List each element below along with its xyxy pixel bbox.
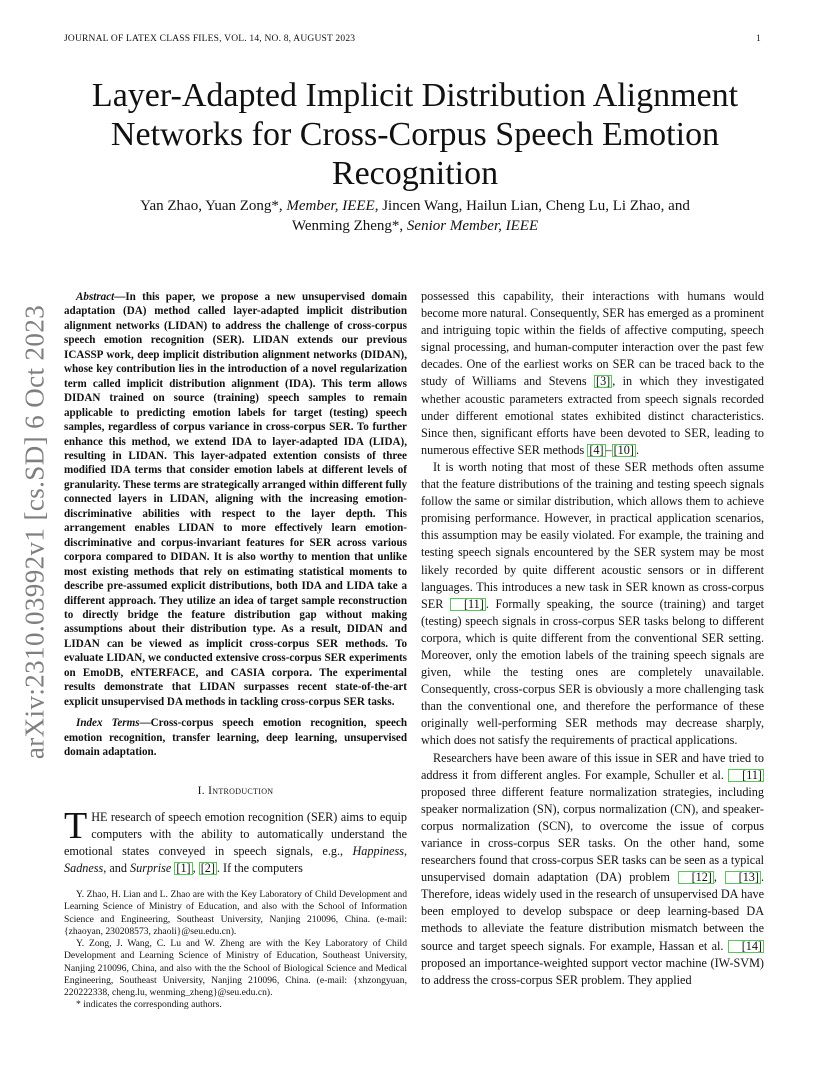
running-header: JOURNAL OF LATEX CLASS FILES, VOL. 14, NO. 8, AUGUST 2023 xyxy=(64,34,356,44)
paper-title: Layer-Adapted Implicit Distribution Alignment Networks for Cross-Corpus Speech Emotion Recognition xyxy=(91,77,739,192)
citation-link[interactable]: [4] xyxy=(589,442,604,457)
index-terms-text: —Cross-corpus speech emotion recognition, speech emotion recognition, transfer learning, deep learning, unsupervised domain adaptation. xyxy=(64,717,407,759)
authors-line2-a: Wenming Zheng*, xyxy=(291,218,407,234)
p2-text-a: It is worth noting that most of these SER methods often assume that the feature distributions of the training and testing speech signals follow the same or similar distribution, which allows them to achieve promising performance. However, in practical application scenarios, this assumption may be easily violated. For example, the training and testing speech signals encountered by the SER system may be most likely recorded by quite different acoustic sensors or in different languages. This introduces a new task in SER known as cross-corpus SER xyxy=(421,459,764,611)
section-number: I. xyxy=(197,784,205,797)
right-column xyxy=(421,288,764,989)
authors-line1-role: Member, IEEE xyxy=(286,198,375,214)
citation-link[interactable]: [2] xyxy=(200,861,215,876)
authors-line1-b: , Jincen Wang, Hailun Lian, Cheng Lu, Li Zhao, and xyxy=(374,198,690,214)
footnote-affiliation-1: Y. Zhao, H. Lian and L. Zhao are with the Key Laboratory of Child Development and Learning Science of Ministry of Education, and also with the School of Information Science and Engineering, Southeast University, Nanjing 210096, China. (e-mail: {zhaoyan, 230208573, zhaoli}@seu.edu.cn). xyxy=(64,889,407,937)
drop-cap: T xyxy=(64,804,88,847)
author-list xyxy=(70,196,760,236)
emotion-sadness: Sadness xyxy=(64,861,104,876)
p3-text-a: Researchers have been aware of this issue in SER and have tried to address it from different angles. For example, Schuller et al. xyxy=(421,750,764,782)
p3-text-d: proposed an importance-weighted support vector machine (IW-SVM) to address the cross-corpus SER problem. They applied xyxy=(421,955,764,987)
intro-sep1: , xyxy=(403,844,407,859)
emotion-happiness: Happiness xyxy=(352,844,404,859)
authors-line1-a: Yan Zhao, Yuan Zong*, xyxy=(140,198,287,214)
section-heading xyxy=(64,784,407,799)
footnotes xyxy=(64,889,407,1011)
authors-line2-role: Senior Member, IEEE xyxy=(406,218,539,234)
arxiv-stamp-text: arXiv:2310.03992v1 [cs.SD] 6 Oct 2023 xyxy=(19,304,50,760)
intro-paragraph xyxy=(64,804,407,877)
body-paragraph-2 xyxy=(421,459,764,750)
intro-text-a: research of speech emotion recognition (SER) aims to equip computers with the ability to automatically understand the emotional states conveyed in speech signals, e.g., xyxy=(64,809,407,859)
p1-text-a: possessed this capability, their interactions with humans would become more natural. Consequently, SER has emerged as a prominent and intriguing topic within the fields of affective computing, speech signal processing, and human-computer interaction over the past few decades. One of the earliest works on SER can be traced back to the study of Williams and Stevens xyxy=(421,289,764,389)
body-paragraph-1 xyxy=(421,288,764,459)
footnote-corresponding: * indicates the corresponding authors. xyxy=(76,999,222,1011)
abstract-label: Abstract xyxy=(76,291,115,303)
p3-sep: , xyxy=(713,870,725,885)
p3-text-c: . Therefore, ideas widely used in the research of unsupervised DA have been employed to develop subspace or deep learning-based DA methods to alleviate the feature distribution mismatch between the source and target speech signals. For example, Hassan et al. xyxy=(421,870,764,953)
citation-link[interactable]: [11] xyxy=(728,769,764,782)
p1-text-b: , in which they investigated whether acoustic parameters extracted from speech signals recorded under different emotional states exhibited distinct characteristics. Since then, significant efforts have been devoted to SER, leading to numerous effective SER methods xyxy=(421,374,764,457)
body-paragraph-3 xyxy=(421,750,764,989)
citation-link[interactable]: [1] xyxy=(176,861,191,876)
abstract xyxy=(64,290,407,709)
citation-link[interactable]: [14] xyxy=(728,940,764,953)
index-terms-label: Index Terms xyxy=(76,717,140,730)
intro-caps: HE xyxy=(91,809,108,824)
footnote-affiliation-2: Y. Zong, J. Wang, C. Lu and W. Zheng are with the Key Laboratory of Child Development and Learning Science of Ministry of Education, Southeast University, Nanjing 210096, China, and also with the the School of Biological Science and Medical Engineering, Southeast University, Nanjing 210096, China. (e-mail: {xhzongyuan, 220222338, cheng.lu, wenming_zheng}@seu.edu.cn). xyxy=(64,938,407,998)
p1-end: . xyxy=(635,442,639,457)
citation-link[interactable]: [12] xyxy=(678,871,714,884)
page-number: 1 xyxy=(756,34,761,44)
p2-text-b: . Formally speaking, the source (training) and target (testing) speech signals in cross-corpus SER tasks belong to different corpora, which is quite different from the conventional SER setting. Moreover, only the emotion labels of the training speech signals are given, while the testing ones are completely unavailable. Consequently, cross-corpus SER is obviously a more challenging task than the conventional one, and therefore the performance of these originally well-performing SER methods may decrease sharply, which does not satisfy the requirements of practical applications. xyxy=(421,596,764,748)
left-column xyxy=(64,290,407,1011)
p3-text-b: proposed three different feature normalization strategies, including speaker normalization (SN), corpus normalization (CN), and speaker-corpus normalization (SCN), to overcome the issue of corpus variance in cross-corpus SER tasks. On the other hand, some researchers found that cross-corpus SER tasks can be seen as a typical unsupervised domain adaptation (DA) problem xyxy=(421,784,764,885)
index-terms xyxy=(64,716,407,759)
citation-link[interactable]: [11] xyxy=(450,598,486,611)
citation-link[interactable]: [3] xyxy=(596,374,611,389)
abstract-text: —In this paper, we propose a new unsupervised domain adaptation (DA) method called layer-adapted implicit distribution alignment networks (LIDAN) to address the challenge of cross-corpus speech emotion recognition (SER). LIDAN extends our previous ICASSP work, deep implicit distribution alignment networks (DIDAN), whose key contribution lies in the introduction of a novel regularization term called implicit distribution alignment (IDA). This term allows DIDAN trained on source (training) speech samples to remain applicable to predicting emotion labels for target (testing) speech samples, regardless of corpus variance in cross-corpus SER. To further enhance this method, we extend IDA to layer-adapted IDA (LIDA), resulting in LIDAN. This layer-adpated extention consists of three modified IDA terms that consider emotion labels at different levels of granularity. These terms are strategically arranged within different fully connected layers in LIDAN, aligning with the increasing emotion-discriminative abilities with respect to the layer depth. This arrangement enables LIDAN to more effectively learn emotion-discriminative and corpus-invariant features for SER across various corpora compared to DIDAN. It is also worthy to mention that unlike most existing methods that rely on estimating statistical moments to describe pre-assumed explicit distributions, both IDA and LIDA take a different approach. They utilize an idea of target sample reconstruction to directly bridge the feature distribution gap without making assumptions about their distribution type. As a result, DIDAN and LIDAN can be viewed as implicit cross-corpus SER methods. To evaluate LIDAN, we conducted extensive cross-corpus SER experiments on EmoDB, eNTERFACE, and CASIA corpora. The experimental results demonstrate that LIDAN surpasses recent state-of-the-art explicit unsupervised DA methods in tackling cross-corpus SER tasks. xyxy=(64,291,407,708)
section-title-text: Introduction xyxy=(208,784,274,797)
emotion-surprise: Surprise xyxy=(130,861,172,876)
citation-link[interactable]: [13] xyxy=(725,871,761,884)
citation-link[interactable]: [10] xyxy=(613,442,634,457)
intro-text-c: , xyxy=(192,861,199,876)
intro-sep2: , and xyxy=(103,861,131,876)
intro-text-d: . If the computers xyxy=(216,861,303,876)
p1-dash: – xyxy=(605,442,612,457)
